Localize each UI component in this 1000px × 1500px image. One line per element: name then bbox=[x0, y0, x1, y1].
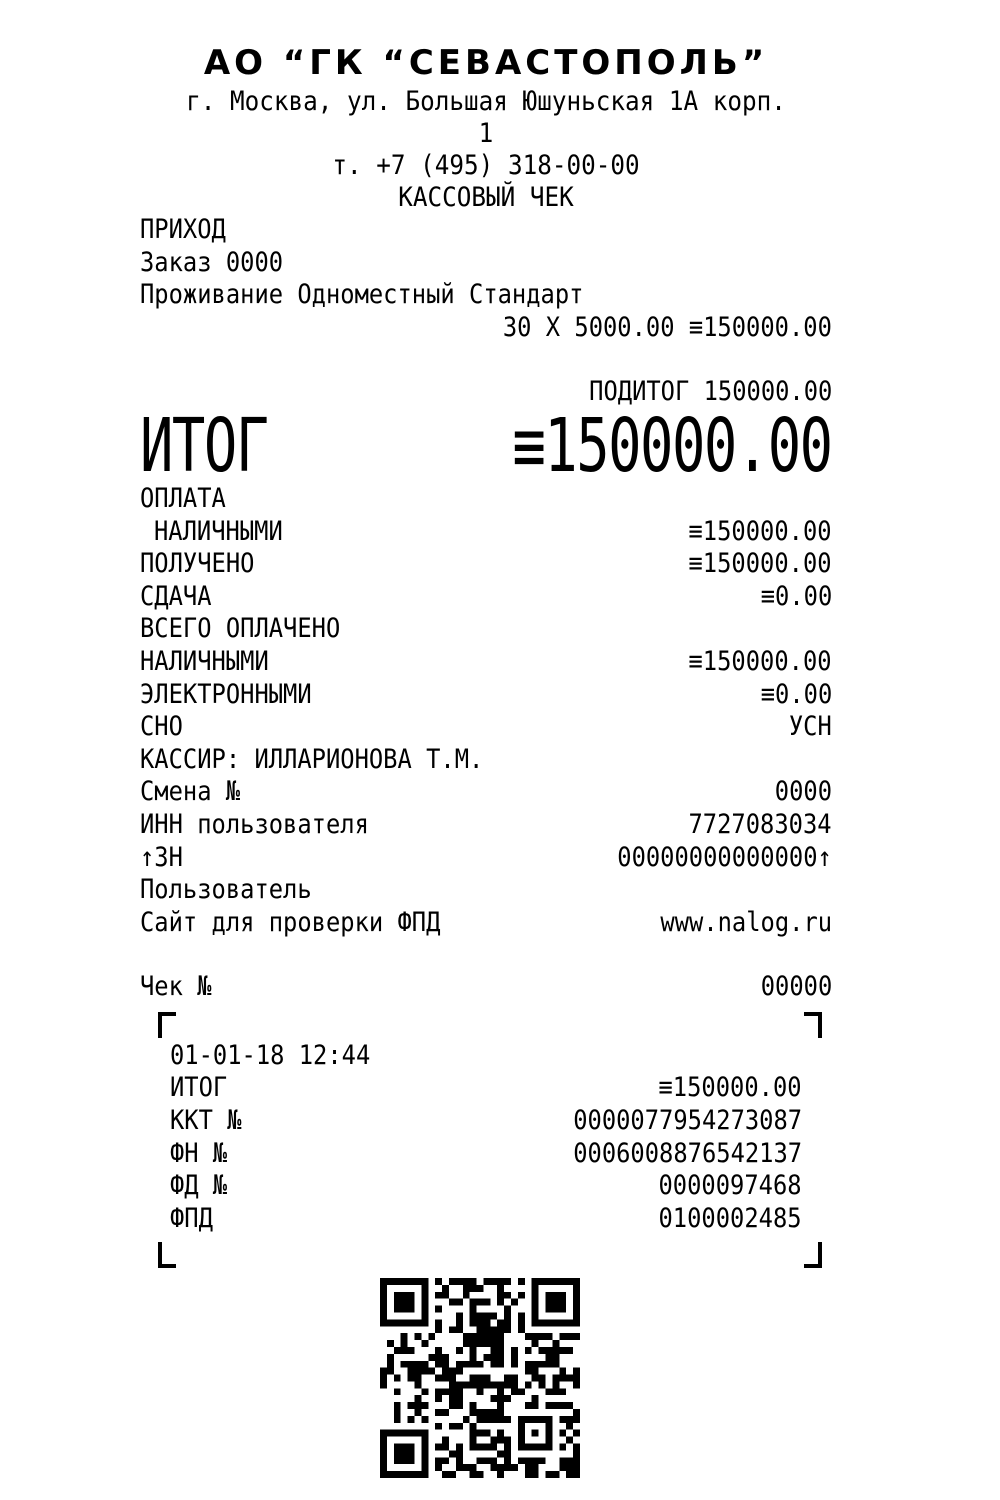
cashier: КАССИР: ИЛЛАРИОНОВА Т.М. bbox=[140, 743, 484, 775]
payment-cash-label: НАЛИЧНЫМИ bbox=[154, 515, 283, 547]
payment-title: ОПЛАТА bbox=[140, 482, 226, 514]
check-number-label: Чек № bbox=[140, 971, 212, 1003]
fiscal-total-value: ≡150000.00 bbox=[658, 1072, 802, 1104]
operation-type: ПРИХОД bbox=[140, 214, 226, 245]
paid-title: ВСЕГО ОПЛАЧЕНО bbox=[140, 613, 341, 645]
receipt bbox=[140, 40, 832, 1268]
fn-value: 0006008876542137 bbox=[573, 1137, 802, 1169]
payment-cash-value: ≡150000.00 bbox=[688, 515, 832, 547]
change-value: ≡0.00 bbox=[760, 580, 832, 612]
check-number-value: 00000 bbox=[760, 971, 832, 1003]
fiscal-datetime: 01-01-18 12:44 bbox=[170, 1039, 371, 1071]
fiscal-block bbox=[140, 1012, 832, 1268]
total-value: ≡150000.00 bbox=[512, 402, 832, 489]
inn-label: ИНН пользователя bbox=[140, 808, 369, 840]
kkt-value: 0000077954273087 bbox=[573, 1105, 802, 1137]
received-value: ≡150000.00 bbox=[688, 548, 832, 580]
zn-label: ↑ЗН bbox=[140, 841, 183, 873]
frame-corner bbox=[158, 1012, 176, 1038]
item-qty-price: 30 X 5000.00 ≡150000.00 bbox=[502, 311, 832, 343]
qr-code-icon bbox=[380, 1278, 580, 1478]
company-address: г. Москва, ул. Большая Юшуньская 1А корп. 1 bbox=[186, 86, 786, 149]
fpd-value: 0100002485 bbox=[658, 1202, 802, 1234]
frame-corner bbox=[158, 1242, 176, 1268]
inn-value: 7727083034 bbox=[688, 808, 832, 840]
frame-corner bbox=[804, 1242, 822, 1268]
tax-system-value: УСН bbox=[789, 711, 832, 743]
item-name: Проживание Одноместный Стандарт bbox=[140, 279, 584, 311]
user-label: Пользователь bbox=[140, 874, 312, 906]
fd-label: ФД № bbox=[170, 1170, 228, 1202]
paid-cash-value: ≡150000.00 bbox=[688, 645, 832, 677]
site-label: Сайт для проверки ФПД bbox=[140, 906, 441, 938]
shift-label: Смена № bbox=[140, 776, 241, 808]
fiscal-total-label: ИТОГ bbox=[170, 1072, 228, 1104]
subtotal: ПОДИТОГ 150000.00 bbox=[588, 376, 832, 408]
tax-system-label: СНО bbox=[140, 711, 183, 743]
total-row bbox=[140, 402, 832, 489]
electronic-label: ЭЛЕКТРОННЫМИ bbox=[140, 678, 312, 710]
frame-corner bbox=[804, 1012, 822, 1038]
change-label: СДАЧА bbox=[140, 580, 212, 612]
order-number: Заказ 0000 bbox=[140, 246, 284, 278]
total-label: ИТОГ bbox=[140, 402, 268, 489]
zn-value: 00000000000000↑ bbox=[617, 841, 832, 873]
received-label: ПОЛУЧЕНО bbox=[140, 548, 255, 580]
fn-label: ФН № bbox=[170, 1137, 228, 1169]
site-value: www.nalog.ru bbox=[660, 906, 832, 938]
fd-value: 0000097468 bbox=[658, 1170, 802, 1202]
company-phone: т. +7 (495) 318-00-00 bbox=[332, 150, 640, 181]
paid-cash-label: НАЛИЧНЫМИ bbox=[140, 645, 269, 677]
fpd-label: ФПД bbox=[170, 1202, 213, 1234]
company-name: АО “ГК “СЕВАСТОПОЛЬ” bbox=[203, 43, 769, 83]
electronic-value: ≡0.00 bbox=[760, 678, 832, 710]
kkt-label: ККТ № bbox=[170, 1105, 242, 1137]
shift-value: 0000 bbox=[774, 776, 832, 808]
document-title: КАССОВЫЙ ЧЕК bbox=[398, 182, 574, 213]
